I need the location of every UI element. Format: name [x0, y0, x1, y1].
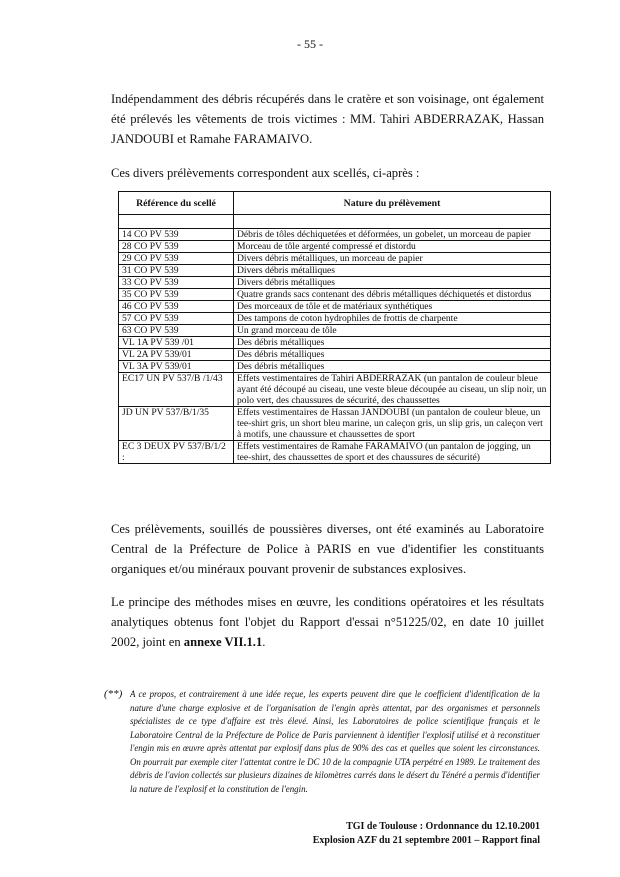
- seal-nature: Un grand morceau de tôle: [234, 325, 551, 337]
- seal-nature: Effets vestimentaires de Tahiri ABDERRAZAK (un pantalon de couleur bleue ayant été découpé au ciseau, une veste bleue découpée au ciseau, un slip noir, un polo vert, des chaussures de sécurité, des chaussettes: [234, 373, 551, 407]
- table-row: [119, 301, 551, 313]
- seal-reference: EC 3 DEUX PV 537/B/1/2 :: [119, 441, 234, 464]
- seal-reference: 33 CO PV 539: [119, 277, 234, 289]
- table-row: [119, 277, 551, 289]
- table-row: [119, 373, 551, 407]
- table-row: [119, 349, 551, 361]
- table-row: [119, 253, 551, 265]
- seals-table: [118, 191, 551, 464]
- seal-reference: EC17 UN PV 537/B /1/43: [119, 373, 234, 407]
- seal-nature: Effets vestimentaires de Ramahe FARAMAIVO (un pantalon de jogging, un tee-shirt, des chaussettes de sport et des chaussures de sécurité): [234, 441, 551, 464]
- seal-nature: Des morceaux de tôle et de matériaux synthétiques: [234, 301, 551, 313]
- table-row: [119, 325, 551, 337]
- report-paragraph: [111, 592, 544, 652]
- table-header-row: [119, 192, 551, 215]
- page-footer: [300, 820, 540, 848]
- footer-line-report: Explosion AZF du 21 septembre 2001 – Rapport final: [312, 835, 540, 846]
- seal-reference: 46 CO PV 539: [119, 301, 234, 313]
- table-row: [119, 337, 551, 349]
- table-row: [119, 313, 551, 325]
- seal-reference: 14 CO PV 539: [119, 229, 234, 241]
- intro-paragraph: Indépendamment des débris récupérés dans le cratère et son voisinage, ont également été prélevés les vêtements de trois victimes : MM. Tahiri ABDERRAZAK, Hassan JANDOUBI et Ramahe FARAMAIVO.: [111, 92, 544, 146]
- table-row: [119, 361, 551, 373]
- seal-reference: 31 CO PV 539: [119, 265, 234, 277]
- seal-reference: 57 CO PV 539: [119, 313, 234, 325]
- header-reference: Référence du scellé: [119, 192, 234, 215]
- seal-nature: Effets vestimentaires de Hassan JANDOUBI (un pantalon de couleur bleue, un tee-shirt gris, un short bleu marine, un caleçon gris, un slip gris, un caleçon vert à motifs, une chaussure et chaussettes de sport: [234, 407, 551, 441]
- seal-nature: Divers débris métalliques: [234, 277, 551, 289]
- table-row: [119, 441, 551, 464]
- page-number: - 55 -: [297, 37, 323, 51]
- seal-nature: Quatre grands sacs contenant des débris métalliques déchiquetés et distordus: [234, 289, 551, 301]
- seal-reference: 35 CO PV 539: [119, 289, 234, 301]
- table-row: [119, 265, 551, 277]
- seal-reference: JD UN PV 537/B/1/35: [119, 407, 234, 441]
- seal-reference: VL 3A PV 539/01: [119, 361, 234, 373]
- table-row: [119, 229, 551, 241]
- seal-nature: Morceau de tôle argenté compressé et distordu: [234, 241, 551, 253]
- seal-reference: VL 1A PV 539 /01: [119, 337, 234, 349]
- examination-paragraph: Ces prélèvements, souillés de poussières diverses, ont été examinés au Laboratoire Central de la Préfecture de Police à PARIS en vue d'identifier les constituants organiques et/ou minéraux pouvant provenir de substances explosives.: [111, 522, 544, 576]
- report-text-end: .: [262, 635, 266, 649]
- seal-nature: Débris de tôles déchiquetées et déformées, un gobelet, un morceau de papier: [234, 229, 551, 241]
- seal-nature: Divers débris métalliques, un morceau de papier: [234, 253, 551, 265]
- table-row: [119, 407, 551, 441]
- annex-reference: annexe VII.1.1: [183, 635, 263, 649]
- seal-nature: Des débris métalliques: [234, 361, 551, 373]
- seal-nature: Des débris métalliques: [234, 349, 551, 361]
- table-row: [119, 241, 551, 253]
- seal-nature: Des tampons de coton hydrophiles de frottis de charpente: [234, 313, 551, 325]
- seal-reference: 28 CO PV 539: [119, 241, 234, 253]
- report-text: Le principe des méthodes mises en œuvre, les conditions opératoires et les résultats analytiques obtenus font l'objet du Rapport d'essai n°51225/02, en date 10 juillet 2002, joint en: [111, 595, 544, 649]
- seal-reference: 29 CO PV 539: [119, 253, 234, 265]
- footnote-text: A ce propos, et contrairement à une idée reçue, les experts peuvent dire que le coefficient d'identification de la nature d'une charge explosive et de l'organisation de l'engin après attentat, par des organismes et personnels spécialistes de ce type d'affaire est très élevé. Ainsi, les Laboratoires de police scientifique français et le Laboratoire Central de la Préfecture de Police de Paris parviennent à identifier l'explosif utilisé et à reconstituer l'engin mis en œuvre après attentat par explosif dans plus de 90% des cas et quelles que soient les circonstances. On pourrait par exemple citer l'attentat contre le DC 10 de la compagnie UTA perpétré en 1989. Le traitement des débris de l'avion collectés sur plusieurs dizaines de kilomètres carrés dans le désert du Ténéré a permis d'identifier la nature de l'explosif et la constitution de l'engin.: [130, 689, 540, 794]
- seal-nature: Des débris métalliques: [234, 337, 551, 349]
- table-spacer-row: [119, 215, 551, 229]
- seals-intro-paragraph: Ces divers prélèvements correspondent aux scellés, ci-après :: [111, 166, 420, 180]
- header-nature: Nature du prélèvement: [234, 192, 551, 215]
- seal-reference: VL 2A PV 539/01: [119, 349, 234, 361]
- seal-nature: Divers débris métalliques: [234, 265, 551, 277]
- footnote-marker: (**): [104, 688, 123, 700]
- table-row: [119, 289, 551, 301]
- seal-reference: 63 CO PV 539: [119, 325, 234, 337]
- footer-line-court: TGI de Toulouse : Ordonnance du 12.10.2001: [346, 821, 540, 832]
